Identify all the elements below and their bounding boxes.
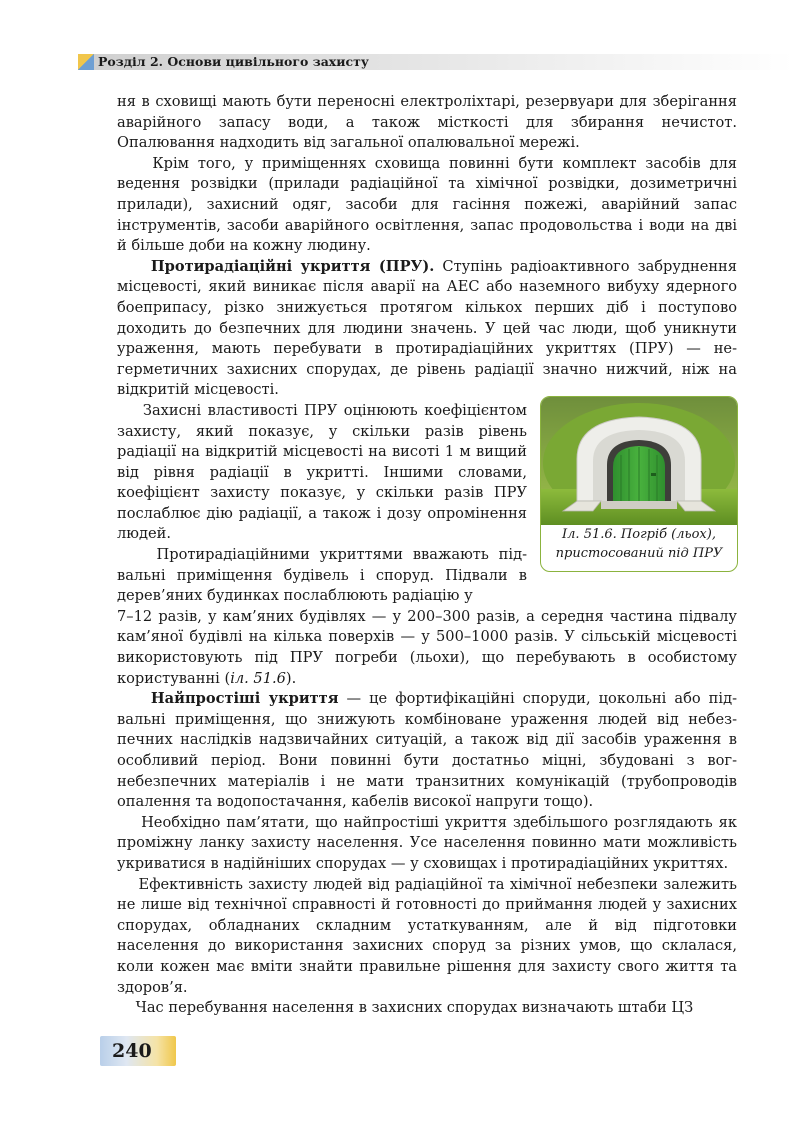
section-title: Розділ 2. Основи цивільного захисту: [98, 54, 369, 69]
paragraph-8: Ефективність захисту людей від радіаційної та хімічної небезпеки залежить не лише від технічної справності й готовності до приймання людей у захисних спорудах, обладнаних складним устаткуванням, але й від підготовки населення до використання захисних споруд за різних умов, що склалася, коли кожен має вміти знайти правильне рішення для захисту свого життя та здоров’я.: [117, 875, 742, 996]
figure-reference: іл. 51.6: [230, 669, 286, 687]
term-simple-shelters: Найпростіші укриття: [117, 690, 339, 708]
figure-caption: [541, 525, 737, 563]
paragraph-5-start: Протирадіаційними укриттями вважають підвальні приміщення будівель і споруд. Підвали в дерев’яних будинках послаблюють радіацію у: [117, 546, 532, 605]
caption-line-2: пристосований під ПРУ: [555, 546, 723, 561]
paragraph-1: ня в сховищі мають бути переносні електроліхтарі, резервуари для зберігання аварійного запасу води, а також місткості для збирання нечистот. Опалювання надходить від загальної опалювальної мережі.: [117, 93, 737, 152]
paragraph-5-continued: 7–12 разів, у кам’яних будівлях — у 200–300 разів, а середня частина підвалу кам’яної будівлі на кілька поверхів — у 500–1000 разів. У сільській місцевості використовують під ПРУ погреби (льохи), що перебувають в особистому користуванні (іл. 51.6).: [117, 607, 737, 687]
paragraph-4: Захисні властивості ПРУ оцінюють коефіцієнтом захисту, який показує, у скільки разів рівень радіації на відкритій місцевості на висоті 1 м вищий від рівня радіації в укритті. Іншими словами, коефіцієнт захисту показує, у скільки разів ПРУ послаблює дію радіації, а також і дозу опромінення людей.: [117, 401, 532, 543]
paragraph-9: Час перебування населення в захисних спорудах визначають штаби ЦЗ: [117, 999, 694, 1017]
paragraph-2: Крім того, у приміщеннях сховища повинні бути комплект засобів для ведення розвідки (прилади радіаційної та хімічної розвідки, дозиметричні прилади), захисний одяг, засоби для гасіння пожежі, аварійний запас інструментів, засоби аварійного освітлення, запас продовольства і води на дві й більше доби на кожну людину.: [117, 154, 742, 255]
term-pru: Протирадіаційні укриття (ПРУ).: [117, 257, 435, 275]
section-marker-icon: [78, 54, 94, 70]
root-cellar-photo-icon: [541, 397, 737, 525]
page-number: 240: [112, 1040, 152, 1062]
paragraph-7: Необхідно пам’ятати, що найпростіші укриття здебільшого розглядають як проміжну ланку захисту населення. Усе населення повинно мати можливість укриватися в надійніших спорудах — у сховищах і протирадіаційних укриттях.: [117, 813, 742, 872]
paragraph-3: Протирадіаційні укриття (ПРУ). Ступінь радіоактивного забруднення місцевості, який виникає після аварії на АЕС або наземного вибуху ядерного боеприпасу, різко знижується протягом кількох перших діб і поступово доходить до безпечних для людини значень. У цей час люди, щоб уникнути ураження, мають перебувати в протирадіаційних укриттях (ПРУ) — негерметичних захисних спорудах, де рівень радіації значно нижчий, ніж на відкритій місцевості.: [117, 257, 742, 399]
figure-51-6: [540, 396, 738, 572]
paragraph-6: Найпростіші укриття — це фортифікаційні споруди, цокольні або підвальні приміщення, що знижують комбіноване ураження людей від небезпечних наслідків надзвичайних ситуацій, а також від дії засобів ураження в особливий період. Вони повинні бути достатньо міцні, збудовані з вогнебезпечних матеріалів і не мати транзитних комунікацій (трубопроводів опалення та водопостачання, кабелів високої напруги тощо).: [117, 690, 742, 811]
caption-line-1: Іл. 51.6. Погріб (льох),: [562, 527, 716, 542]
wrapped-block: [117, 401, 532, 607]
